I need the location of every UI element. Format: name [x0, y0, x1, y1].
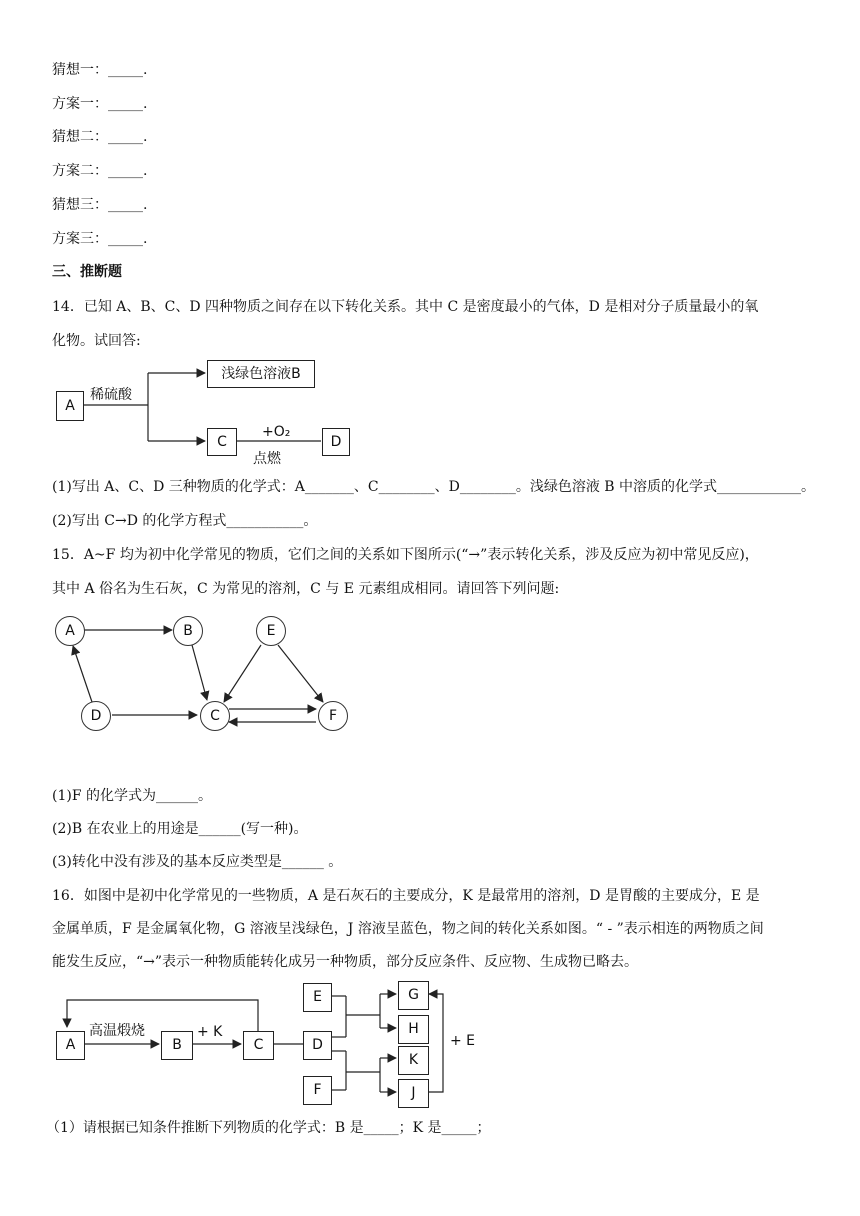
q16-node-c: C: [243, 1031, 274, 1060]
q16-sub-1: （1）请根据已知条件推断下列物质的化学式：B 是_____；K 是_____；: [46, 1120, 491, 1136]
q14-text-1: 14．已知 A、B、C、D 四种物质之间存在以下转化关系。其中 C 是密度最小的气体，D 是相对分子质量最小的氧: [52, 299, 759, 315]
q16-text-2: 金属单质，F 是金属氧化物，G 溶液呈浅绿色，J 溶液呈蓝色，物之间的转化关系如图。“ - ”表示相连的两物质之间: [52, 921, 764, 937]
guess-1: 猜想一：_____.: [52, 62, 148, 78]
q15-text-1: 15．A~F 均为初中化学常见的物质，它们之间的关系如下图所示(“→”表示转化关系，涉及反应为初中常见反应)，: [52, 547, 759, 563]
guess-3: 猜想三：_____.: [52, 197, 148, 213]
q16-node-f: F: [303, 1076, 332, 1105]
q14-ignite-label: 点燃: [253, 451, 281, 467]
q14-sub-1: (1)写出 A、C、D 三种物质的化学式：A_______、C________、D________。浅绿色溶液 B 中溶质的化学式____________。: [52, 479, 816, 495]
q15-text-2: 其中 A 俗名为生石灰，C 为常见的溶剂，C 与 E 元素组成相同。请回答下列问题:: [52, 581, 560, 597]
plan-2: 方案二：_____.: [52, 163, 148, 179]
q15-sub-3: (3)转化中没有涉及的基本反应类型是______ 。: [52, 854, 343, 870]
q14-text-2: 化物。试回答:: [52, 333, 141, 349]
q15-sub-1: (1)F 的化学式为______。: [52, 788, 212, 804]
q14-node-b: 浅绿色溶液B: [207, 360, 315, 388]
q16-node-d: D: [303, 1031, 332, 1060]
q16-node-e: E: [303, 983, 332, 1012]
q15-node-e: E: [256, 616, 286, 646]
q16-calcine-label: 高温煅烧: [89, 1023, 145, 1039]
q16-node-k: K: [398, 1046, 429, 1075]
q16-node-a: A: [56, 1031, 85, 1060]
q16-text-3: 能发生反应，“→”表示一种物质能转化成另一种物质，部分反应条件、反应物、生成物已略去。: [52, 954, 639, 970]
q14-sub-2: (2)写出 C→D 的化学方程式___________。: [52, 513, 318, 529]
q16-node-h: H: [398, 1015, 429, 1044]
q16-text-1: 16．如图中是初中化学常见的一些物质，A 是石灰石的主要成分，K 是最常用的溶剂，D 是胃酸的主要成分，E 是: [52, 888, 760, 904]
guess-2: 猜想二：_____.: [52, 129, 148, 145]
section-title: 三、推断题: [52, 264, 122, 280]
q15-node-a: A: [55, 616, 85, 646]
q16-plus-k-label: + K: [197, 1024, 223, 1040]
q14-acid-label: 稀硫酸: [90, 387, 132, 403]
q14-node-c: C: [207, 428, 237, 456]
q14-o2-label: +O₂: [262, 424, 291, 440]
q15-node-c: C: [200, 701, 230, 731]
q14-node-d: D: [322, 428, 350, 456]
q16-plus-e-label: + E: [450, 1033, 476, 1049]
q15-node-d: D: [81, 701, 111, 731]
q14-node-a: A: [56, 391, 84, 421]
q15-node-f: F: [318, 701, 348, 731]
plan-1: 方案一：_____.: [52, 96, 148, 112]
q16-node-j: J: [398, 1079, 429, 1108]
q15-sub-2: (2)B 在农业上的用途是______(写一种)。: [52, 821, 308, 837]
q16-node-g: G: [398, 981, 429, 1010]
q15-node-b: B: [173, 616, 203, 646]
plan-3: 方案三：_____.: [52, 231, 148, 247]
q16-node-b: B: [161, 1031, 193, 1060]
